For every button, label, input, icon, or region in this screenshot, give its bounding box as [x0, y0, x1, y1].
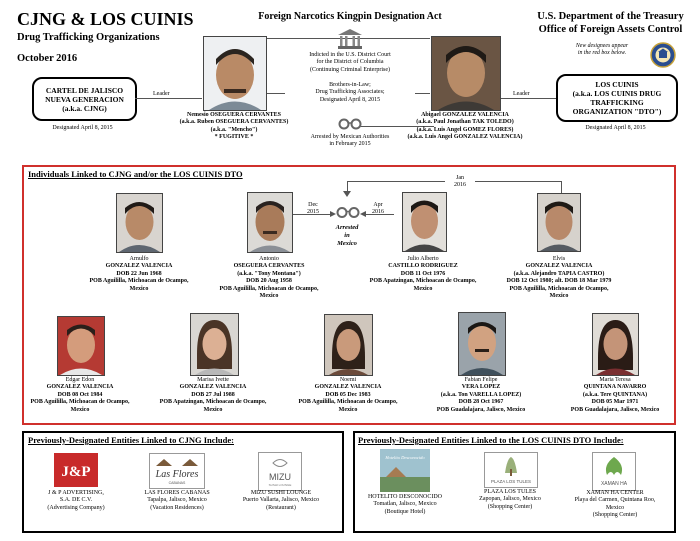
marisa-pob1: POB Apatzingan, Michoacan de Ocampo,: [159, 399, 267, 406]
julio-pob2: Mexico: [413, 285, 433, 292]
indicted-line1: Indicted in the U.S. District Court: [309, 52, 391, 58]
mizu-logo: [258, 452, 302, 491]
marisa-photo: [190, 313, 239, 376]
xaman-ha-caption: [562, 490, 668, 520]
maria-photo: [592, 313, 639, 376]
las-flores-loc: Tapalpa, Jalisco, Mexico: [147, 497, 207, 504]
las-flores-logo: [149, 453, 205, 489]
agency-line1: U.S. Department of the Treasury: [537, 11, 684, 22]
fabian-aka: (a.k.a. Ton VARELLA LOPEZ): [440, 391, 522, 398]
nemesio-line3: (a.k.a. "Mencho"): [210, 126, 258, 133]
relation-line1: Brothers-in-Law;: [329, 82, 371, 88]
jan-month: Jan: [456, 175, 464, 181]
maria-last: QUINTANA NAVARRO: [583, 384, 647, 391]
edgar-pob2: Mexico: [70, 406, 90, 413]
jan-arrow-head-icon: [343, 191, 351, 197]
elvis-last: GONZALEZ VALENCIA: [525, 263, 593, 270]
abigael-caption: [398, 112, 532, 142]
xaman-name: XAMAN HA CENTER: [586, 490, 644, 496]
nemesio-photo: [203, 36, 267, 111]
page-title: CJNG & LOS CUINIS: [17, 9, 194, 29]
mizu-logo-sub: SUSHI LOUNGE: [268, 483, 292, 487]
las-flores-name: LAS FLORES CABANAS: [144, 490, 210, 496]
edgar-pob1: POB Aguililla, Michoacan de Ocampo,: [30, 399, 130, 406]
antonio-pob1: POB Aguililla, Michoacan de Ocampo,: [219, 285, 319, 292]
noemi-pob2: Mexico: [338, 406, 358, 413]
antonio-first: Antonio: [259, 256, 279, 262]
edgar-caption: [15, 377, 145, 414]
relationship-note: [285, 82, 415, 104]
cuinis-designated: Designated April 8, 2015: [585, 125, 646, 131]
las-flores-caption: [123, 490, 231, 512]
indicted-line2: for the District of Columbia: [316, 59, 384, 66]
handcuffs-icon-arrest: [336, 205, 360, 219]
legend-note: [562, 43, 642, 57]
hotelito-name: HOTELITO DESCONOCIDO: [367, 494, 443, 500]
las-flores-logo-text: Las Flores: [155, 469, 199, 480]
xaman-loc: Playa del Carmen, Quintana Roo,: [574, 497, 656, 504]
treasury-seal-icon: [650, 42, 676, 68]
plaza-logo-text: PLAZA LOS TULES: [491, 479, 531, 484]
leader-label-left: Leader: [153, 91, 170, 97]
act-title: Foreign Narcotics Kingpin Designation Act: [258, 11, 442, 22]
cuinis-org-box: [556, 74, 678, 122]
cuinis-line1: LOS CUINIS: [595, 80, 639, 89]
cjng-line1: CARTEL DE JALISCO: [45, 85, 124, 95]
arnulfo-photo: [116, 193, 163, 253]
page-date: October 2016: [17, 53, 78, 64]
mizu-loc: Puerto Vallarta, Jalisco, Mexico: [242, 497, 320, 504]
maria-first: Maria Teresa: [599, 377, 631, 383]
julio-first: Julio Alberto: [407, 256, 439, 262]
fabian-pob1: POB Guadalajara, Jalisco, Mexico: [436, 406, 526, 413]
individuals-title: Individuals Linked to CJNG and/or the LOS CUINIS DTO: [28, 169, 243, 179]
dec-date: [302, 202, 324, 217]
arrest-line2: in February 2015: [329, 141, 371, 148]
handcuffs-icon: [338, 117, 362, 130]
plaza-type: (Shopping Center): [487, 503, 533, 510]
arrest-line1: Arrested by Mexican Authorities: [310, 134, 390, 140]
marisa-first: Marisa Ivette: [197, 377, 229, 383]
jp-advertising-caption: [22, 490, 130, 512]
elvis-photo: [537, 193, 581, 252]
edgar-photo: [57, 316, 105, 376]
julio-pob1: POB Apatzingan, Michoacan de Ocampo,: [369, 278, 477, 285]
cjng-org-box: [32, 77, 137, 121]
las-flores-type: (Vacation Residences): [150, 504, 204, 511]
xaman-loc2: Mexico: [605, 504, 625, 511]
hotelito-loc: Tomatlan, Jalisco, Mexico: [373, 501, 437, 508]
abigael-line2: (a.k.a. Paul Jonathan TAK TOLEDO): [416, 119, 514, 126]
marisa-pob2: Mexico: [203, 406, 223, 413]
hotelito-logo: [380, 449, 430, 492]
cuinis-line3: TRAFFICKING: [590, 98, 644, 107]
noemi-caption: [283, 377, 413, 414]
cuinis-line2: (a.k.a. LOS CUINIS DRUG: [572, 89, 662, 98]
indicted-line3: (Continuing Criminal Enterprise): [310, 66, 390, 73]
arnulfo-last: GONZALEZ VALENCIA: [105, 263, 173, 270]
noemi-dob: DOB 05 Dec 1983: [325, 391, 371, 398]
nemesio-line1: Nemesio OSEGUERA CERVANTES: [186, 112, 282, 118]
maria-caption: [550, 377, 680, 414]
nemesio-line4: * FUGITIVE *: [214, 134, 254, 141]
edgar-dob: DOB 08 Oct 1984: [57, 391, 103, 398]
cuinis-line4: ORGANIZATION "DTO"): [572, 107, 662, 116]
legend-line1: New designees appear: [575, 43, 629, 49]
mizu-type: (Restaurant): [266, 504, 296, 511]
maria-pob1: POB Guadalajara, Jalisco, Mexico: [570, 406, 660, 413]
maria-dob: DOB 05 Mar 1971: [591, 399, 639, 406]
hotelito-caption: [352, 494, 458, 516]
apr-year: 2016: [372, 209, 384, 216]
jan-date: [445, 175, 475, 190]
edgar-last: GONZALEZ VALENCIA: [46, 384, 114, 391]
antonio-pob2: Mexico: [259, 293, 279, 300]
arnulfo-pob2: Mexico: [129, 285, 149, 292]
marisa-caption: [148, 377, 278, 414]
noemi-first: Noemi: [339, 377, 357, 383]
legend-line2: in the red box below.: [577, 50, 627, 56]
hotelito-logo-text: Hotelito Desconocido: [385, 455, 425, 460]
apr-month: Apr: [373, 202, 383, 208]
antonio-last: OSEGUERA CERVANTES: [233, 263, 305, 270]
noemi-photo: [324, 314, 373, 376]
arrest-note: [290, 134, 410, 149]
arrested-line1: Arrested: [335, 224, 359, 231]
jp-name: J & P ADVERTISING,: [48, 490, 104, 496]
elvis-caption: [494, 256, 624, 300]
leader-label-right: Leader: [513, 91, 530, 97]
arnulfo-first: Arnulfo: [129, 256, 149, 262]
elvis-first: Elvis: [552, 256, 566, 262]
jan-arrow-line-right: [561, 181, 562, 193]
noemi-pob1: POB Aguililla, Michoacan de Ocampo,: [298, 399, 398, 406]
fabian-last: VERA LOPEZ: [461, 384, 501, 391]
plaza-name: PLAZA LOS TULES: [484, 489, 536, 495]
fabian-photo: [458, 312, 506, 376]
dec-year: 2015: [307, 209, 319, 216]
elvis-pob2: Mexico: [549, 293, 569, 300]
fabian-dob: DOB 28 Oct 1967: [458, 399, 504, 406]
plaza-los-tules-caption: [457, 489, 563, 511]
arnulfo-caption: [74, 256, 204, 293]
relation-line3: Designated April 8, 2015: [319, 96, 381, 103]
cuinis-entities-title: Previously-Designated Entities Linked to the LOS CUINIS DTO Include:: [358, 435, 624, 445]
plaza-loc: Zapopan, Jalisco, Mexico: [479, 496, 541, 503]
xaman-ha-logo: [592, 452, 636, 491]
arrested-line3: Mexico: [337, 240, 357, 247]
arnulfo-pob1: POB Aguililla, Michoacan de Ocampo,: [89, 278, 189, 285]
antonio-caption: [204, 256, 334, 300]
nemesio-line2: (a.k.a. Ruben OSEGUERA CERVANTES): [179, 119, 289, 126]
elvis-aka: (a.k.a. Alejandro TAPIA CASTRO): [513, 270, 605, 277]
marisa-dob: DOB 27 Jul 1988: [191, 391, 235, 398]
cjng-line2: NUEVA GENERACION: [45, 94, 124, 104]
hotelito-type: (Boutique Hotel): [384, 508, 426, 515]
antonio-dob: DOB 20 Aug 1958: [246, 278, 292, 285]
abigael-photo: [431, 36, 501, 111]
apr-date: [367, 202, 389, 217]
indictment-note: [285, 52, 415, 74]
arnulfo-dob: DOB 22 Jun 1968: [116, 270, 162, 277]
julio-last: CASTILLO RODRIGUEZ: [388, 263, 458, 270]
jp-type: (Advertising Company): [47, 504, 105, 511]
abigael-line4: (a.k.a. Luis Angel GONZALEZ VALENCIA): [407, 134, 523, 141]
nemesio-caption: [170, 112, 298, 142]
xaman-type: (Shopping Center): [592, 512, 638, 519]
arrested-line2: in: [344, 232, 350, 239]
elvis-pob1: POB Aguililla, Michoacan de Ocampo,: [509, 285, 609, 292]
mizu-logo-text: MIZU: [269, 472, 291, 482]
xaman-logo-text: XAMAN HA: [600, 481, 628, 487]
fabian-first: Fabian Felipe: [464, 377, 498, 383]
apr-arrow-head-icon: [360, 211, 366, 217]
relation-line2: Drug Trafficking Associates;: [315, 89, 385, 96]
julio-dob: DOB 11 Oct 1976: [400, 270, 446, 277]
antonio-aka: (a.k.a. "Tony Montana"): [237, 270, 301, 277]
fabian-caption: [416, 377, 546, 414]
las-flores-logo-sub: CABANAS: [168, 481, 186, 485]
abigael-line3: (a.k.a. Luis Angel GOMEZ FLORES): [416, 126, 514, 133]
cjng-line3: (a.k.a. CJNG): [62, 103, 107, 113]
elvis-dob: DOB 12 Oct 1980; alt. DOB 18 Mar 1979: [506, 278, 612, 285]
mizu-name: MIZU SUSHI LOUNGE: [250, 490, 312, 496]
agency-line2: Office of Foreign Assets Control: [538, 24, 683, 35]
jp-logo-text: J&P: [61, 464, 91, 480]
cjng-designated: Designated April 8, 2015: [52, 125, 113, 131]
jp-name2: S.A. DE C.V.: [59, 497, 93, 504]
antonio-photo: [247, 192, 293, 253]
marisa-last: GONZALEZ VALENCIA: [179, 384, 247, 391]
julio-caption: [358, 256, 488, 293]
cjng-entities-title: Previously-Designated Entities Linked to CJNG Include:: [28, 435, 234, 445]
abigael-line1: Abigael GONZALEZ VALENCIA: [421, 112, 509, 118]
mizu-caption: [226, 490, 336, 512]
courthouse-icon: [337, 28, 363, 50]
jan-year: 2016: [454, 182, 466, 189]
edgar-first: Edgar Edon: [65, 377, 95, 383]
maria-aka: (a.k.a. Tere QUINTANA): [582, 391, 648, 398]
page-subtitle: Drug Trafficking Organizations: [17, 32, 160, 43]
julio-photo: [402, 192, 447, 252]
arrested-note: [322, 224, 372, 248]
noemi-last: GONZALEZ VALENCIA: [314, 384, 382, 391]
plaza-los-tules-logo: [484, 452, 538, 488]
dec-month: Dec: [308, 202, 318, 208]
jp-advertising-logo: [53, 452, 99, 488]
